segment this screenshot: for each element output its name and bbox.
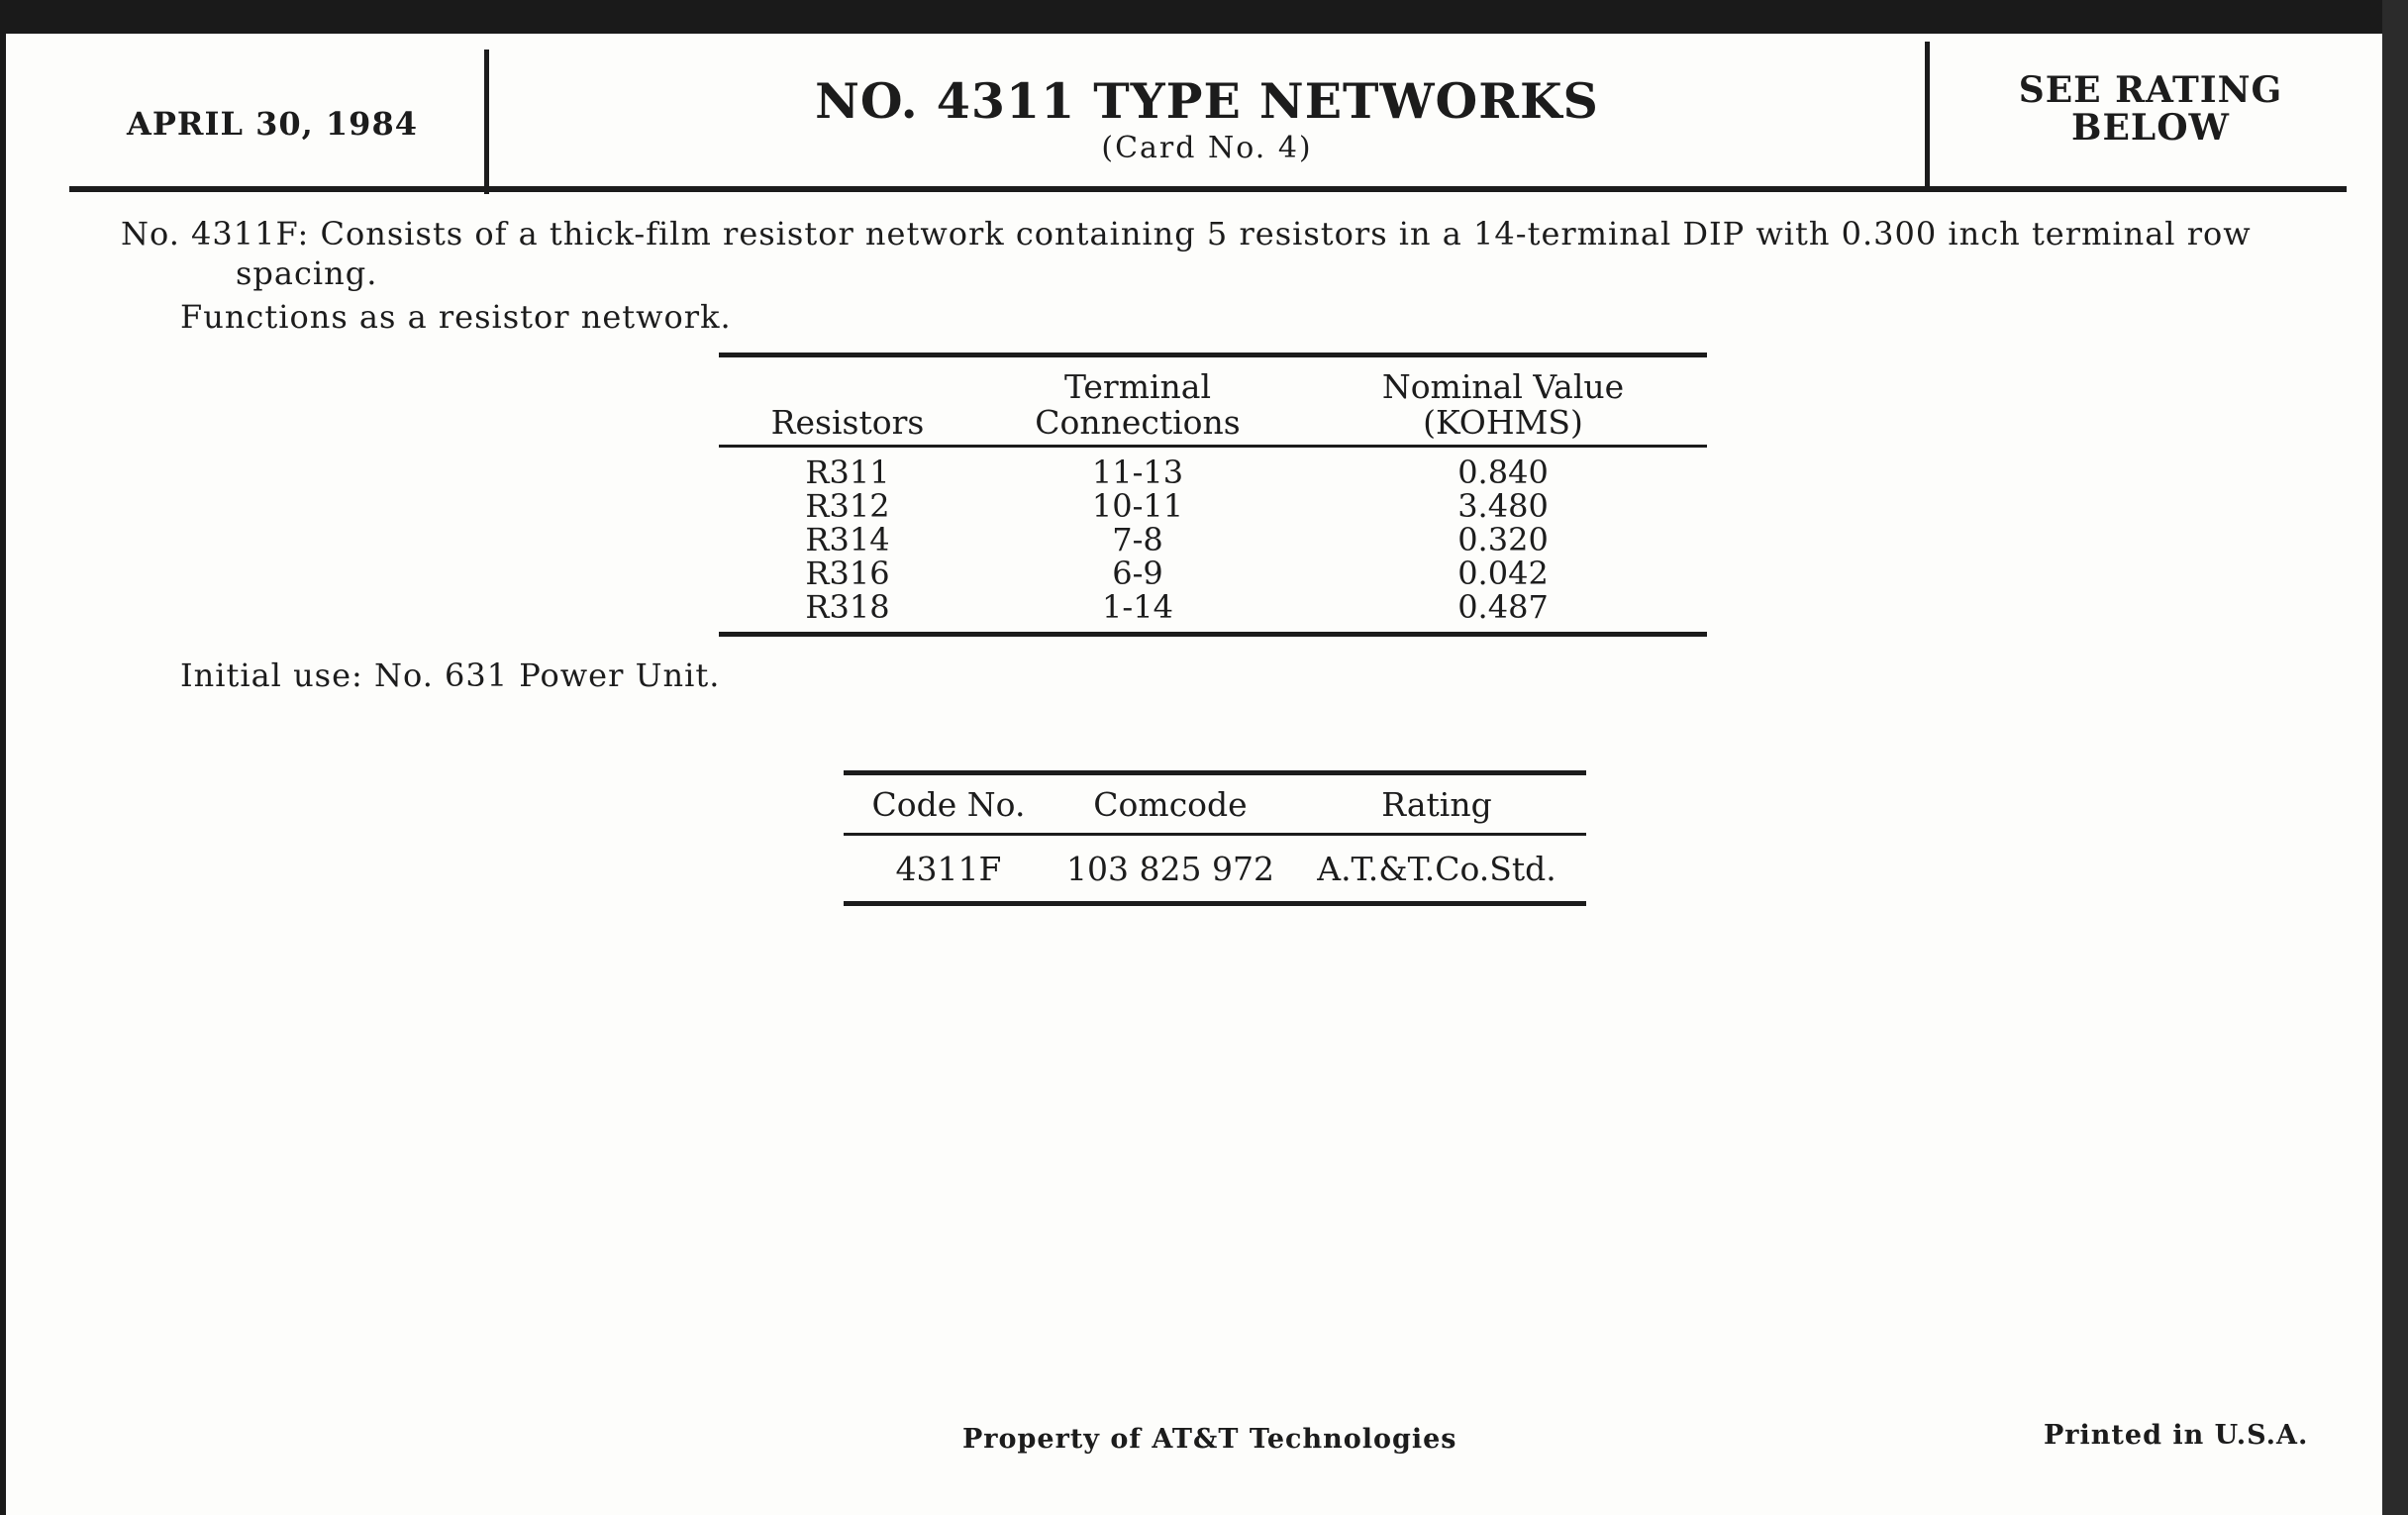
cell-resistor: R311	[805, 454, 890, 491]
cell-resistor: R318	[805, 588, 890, 626]
header-nominal-line1: Nominal Value	[1381, 367, 1625, 406]
table-row	[719, 455, 1707, 489]
cell-code-no: 4311F	[895, 849, 1002, 888]
header-code-no: Code No.	[871, 784, 1026, 824]
card-title: NO. 4311 TYPE NETWORKS	[815, 72, 1599, 130]
header-terminal-line2: Connections	[1035, 403, 1241, 442]
header-comcode: Comcode	[1093, 784, 1248, 824]
table-row	[719, 556, 1707, 590]
table-row	[844, 836, 1586, 901]
header-divider-right	[1925, 42, 1930, 188]
document-card	[6, 34, 2382, 1515]
cell-value: 0.042	[1457, 555, 1549, 592]
header-terminal-connections	[976, 369, 1299, 441]
table-bottom-rule	[719, 632, 1707, 637]
scan-edge	[2382, 0, 2408, 1515]
table-row	[719, 489, 1707, 523]
cell-resistor: R314	[805, 521, 890, 558]
cell-terminals: 1-14	[1102, 588, 1173, 626]
cell-value: 0.487	[1457, 588, 1549, 626]
resistor-table-body	[719, 448, 1707, 632]
initial-use: Initial use: No. 631 Power Unit.	[180, 656, 721, 694]
cell-terminals: 10-11	[1091, 487, 1184, 525]
cell-resistor: R312	[805, 487, 890, 525]
cell-value: 0.840	[1457, 454, 1549, 491]
header-rating: Rating	[1381, 784, 1492, 824]
header-resistors: Resistors	[770, 403, 925, 442]
cell-resistor: R316	[805, 555, 890, 592]
footer-printed: Printed in U.S.A.	[2044, 1420, 2309, 1451]
footer-property: Property of AT&T Technologies	[962, 1424, 1457, 1455]
description	[121, 214, 2378, 293]
table-row	[719, 590, 1707, 624]
rating-note-line1: SEE RATING	[2018, 69, 2283, 111]
header-nominal-value	[1299, 369, 1707, 441]
header-terminal-line1: Terminal	[1063, 367, 1212, 406]
cell-value: 0.320	[1457, 521, 1549, 558]
header-nominal-line2: (KOHMS)	[1423, 403, 1583, 442]
rating-note	[1933, 71, 2368, 147]
description-line1: No. 4311F: Consists of a thick-film resistor network containing 5 resistors in a 14-terminal DIP with 0.300 inch terminal row	[121, 215, 2252, 252]
card-title-block	[489, 71, 1925, 166]
cell-terminals: 11-13	[1091, 454, 1184, 491]
header-rule	[69, 186, 2347, 192]
code-table-header	[844, 775, 1586, 833]
rating-note-line2: BELOW	[2071, 107, 2230, 149]
code-table-bottom-rule	[844, 901, 1586, 906]
code-table	[844, 770, 1586, 906]
cell-terminals: 7-8	[1112, 521, 1163, 558]
card-subtitle: (Card No. 4)	[1101, 131, 1313, 165]
cell-comcode: 103 825 972	[1066, 849, 1274, 888]
description-line2: spacing.	[236, 254, 378, 292]
cell-value: 3.480	[1457, 487, 1549, 525]
cell-terminals: 6-9	[1112, 555, 1163, 592]
resistor-table	[719, 353, 1707, 637]
resistor-table-header	[719, 357, 1707, 445]
cell-rating: A.T.&T.Co.Std.	[1317, 849, 1556, 888]
card-date: APRIL 30, 1984	[127, 105, 418, 143]
function-text: Functions as a resistor network.	[180, 298, 732, 336]
table-row	[719, 523, 1707, 556]
